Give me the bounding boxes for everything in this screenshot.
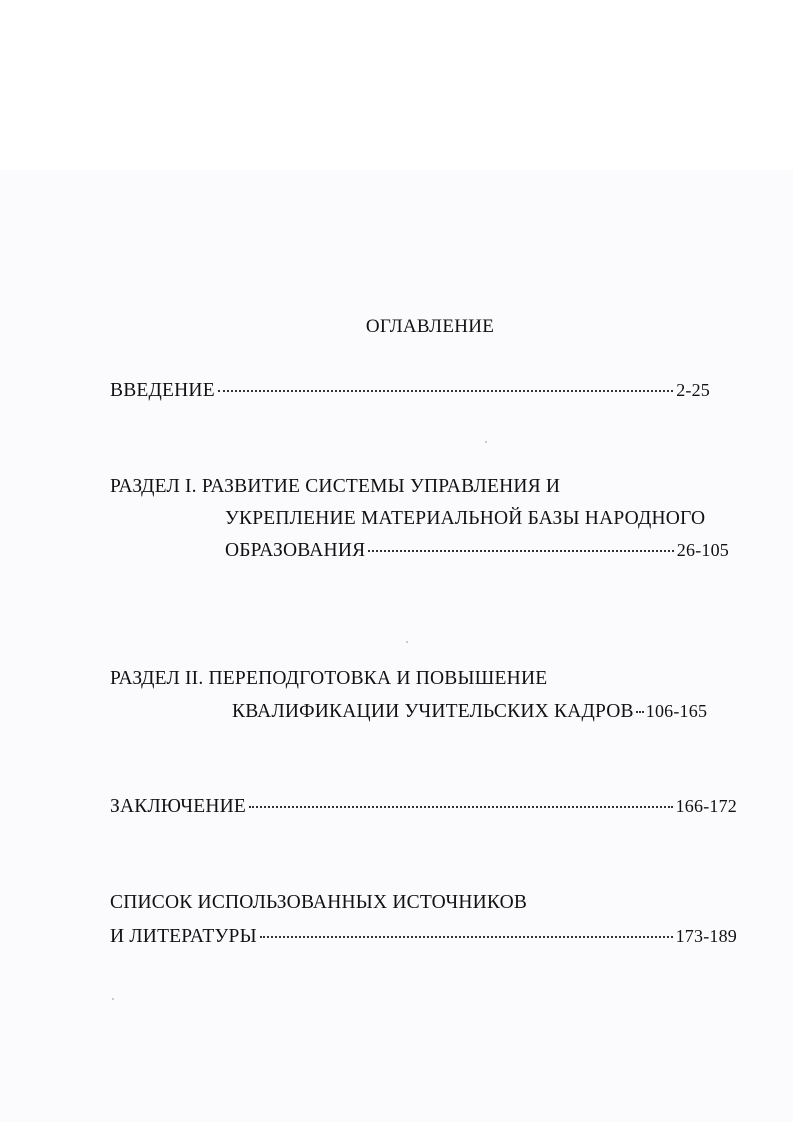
dot-leader xyxy=(218,387,673,392)
toc-page-range: 2-25 xyxy=(676,380,710,400)
toc-page-range: 173-189 xyxy=(675,926,737,946)
toc-entry-section-1-line-2: УКРЕПЛЕНИЕ МАТЕРИАЛЬНОЙ БАЗЫ НАРОДНОГО xyxy=(225,508,706,529)
toc-entry-conclusion xyxy=(110,796,737,818)
toc-entry-label: ОБРАЗОВАНИЯ xyxy=(225,540,366,561)
toc-title: ОГЛАВЛЕНИЕ xyxy=(365,316,495,337)
toc-entry-section-1-line-3 xyxy=(225,540,729,562)
toc-entry-sources-line-1: СПИСОК ИСПОЛЬЗОВАННЫХ ИСТОЧНИКОВ xyxy=(110,892,528,913)
toc-page-range: 106-165 xyxy=(645,701,708,721)
toc-entry-label: И ЛИТЕРАТУРЫ xyxy=(110,926,257,947)
toc-entry-section-2-line-1: РАЗДЕЛ II. ПЕРЕПОДГОТОВКА И ПОВЫШЕНИЕ xyxy=(110,668,548,689)
toc-entry-section-2-line-2 xyxy=(232,701,735,723)
toc-entry-sources-line-2 xyxy=(110,926,737,948)
scan-speck xyxy=(112,998,114,1000)
toc-entry-section-1-line-1: РАЗДЕЛ I. РАЗВИТИЕ СИСТЕМЫ УПРАВЛЕНИЯ И xyxy=(110,476,561,497)
toc-entry-label: ЗАКЛЮЧЕНИЕ xyxy=(110,796,247,817)
toc-page-range: 166-172 xyxy=(675,796,737,816)
dot-leader xyxy=(636,708,644,713)
dot-leader xyxy=(260,933,673,938)
scan-speck xyxy=(485,441,487,443)
dot-leader xyxy=(249,803,673,808)
scan-speck xyxy=(406,641,408,643)
dot-leader xyxy=(368,547,673,552)
toc-entry-label: ВВЕДЕНИЕ xyxy=(110,380,215,401)
toc-entry-label: КВАЛИФИКАЦИИ УЧИТЕЛЬСКИХ КАДРОВ xyxy=(232,701,634,722)
toc-page-range: 26-105 xyxy=(676,540,729,560)
toc-entry-introduction xyxy=(110,380,710,402)
